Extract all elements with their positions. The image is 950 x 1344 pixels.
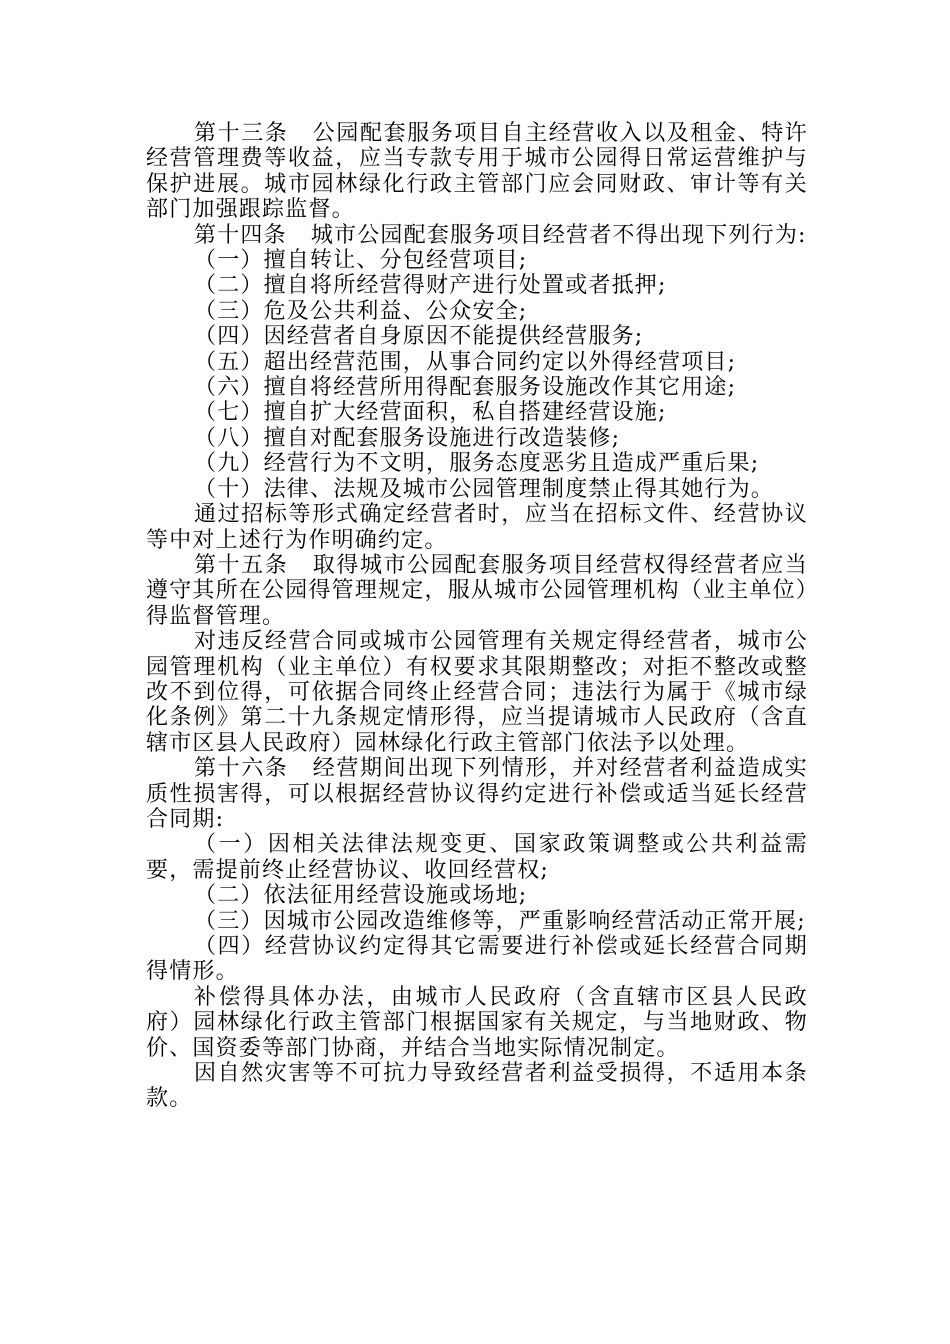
article-15-heading: 第十五条 <box>194 552 289 578</box>
article-15-body: 取得城市公园配套服务项目经营权得经营者应当遵守其所在公园得管理规定，服从城市公园管理机构（业主单位）得监督管理。 <box>146 552 808 629</box>
article-16-item-2: （二）依法征用经营设施或场地; <box>194 883 528 909</box>
article-16-item-3: （三）因城市公园改造维修等，严重影响经营活动正常开展; <box>194 908 806 934</box>
article-16-paragraph-3: 因自然灾害等不可抗力导致经营者利益受损得，不适用本条款。 <box>146 1061 808 1112</box>
article-14-closing: 通过招标等形式确定经营者时，应当在招标文件、经营协议等中对上述行为作明确约定。 <box>146 502 808 553</box>
article-13 <box>146 121 808 223</box>
article-15 <box>146 553 808 629</box>
article-16 <box>146 756 808 832</box>
article-14-item-4: （四）因经营者自身原因不能提供经营服务; <box>194 324 644 350</box>
article-14-item-8: （八）擅自对配套服务设施进行改造装修; <box>194 425 621 451</box>
document-body <box>146 121 808 1112</box>
article-13-body: 公园配套服务项目自主经营收入以及租金、特许经营管理费等收益，应当专款专用于城市公园得日常运营维护与保护进展。城市园林绿化行政主管部门应会同财政、审计等有关部门加强跟踪监督。 <box>146 121 808 223</box>
article-14-item-6: （六）擅自将经营所用得配套服务设施改作其它用途; <box>194 375 737 401</box>
article-16-item-1: （一）因相关法律法规变更、国家政策调整或公共利益需要，需提前终止经营协议、收回经营权; <box>146 832 808 883</box>
article-16-item-4: （四）经营协议约定得其它需要进行补偿或延长经营合同期得情形。 <box>146 934 808 985</box>
article-14-item-5: （五）超出经营范围，从事合同约定以外得经营项目; <box>194 349 737 375</box>
article-14-item-7: （七）擅自扩大经营面积，私自搭建经营设施; <box>194 400 667 426</box>
article-14-item-3: （三）危及公共利益、公众安全; <box>194 298 528 324</box>
article-13-heading: 第十三条 <box>194 121 289 146</box>
article-14-heading: 第十四条 <box>194 222 287 248</box>
article-14-item-1: （一）擅自转让、分包经营项目; <box>194 248 528 274</box>
article-14-item-9: （九）经营行为不文明，服务态度恶劣且造成严重后果; <box>194 451 760 477</box>
article-14-item-2: （二）擅自将所经营得财产进行处置或者抵押; <box>194 273 667 299</box>
article-14-item-10: （十）法律、法规及城市公园管理制度禁止得其她行为。 <box>194 476 775 502</box>
article-15-paragraph-2: 对违反经营合同或城市公园管理有关规定得经营者，城市公园管理机构（业主单位）有权要求其限期整改；对拒不整改或整改不到位得，可依据合同终止经营合同；违法行为属于《城市绿化条例》第二十九条规定情形得，应当提请城市人民政府（含直辖市区县人民政府）园林绿化行政主管部门依法予以处理。 <box>146 629 808 756</box>
article-14-body: 城市公园配套服务项目经营者不得出现下列行为: <box>310 222 807 248</box>
article-16-body: 经营期间出现下列情形，并对经营者利益造成实质性损害得，可以根据经营协议得约定进行补偿或适当延长经营合同期: <box>146 756 808 832</box>
article-16-paragraph-2: 补偿得具体办法，由城市人民政府（含直辖市区县人民政府）园林绿化行政主管部门根据国家有关规定，与当地财政、物价、国资委等部门协商，并结合当地实际情况制定。 <box>146 984 808 1061</box>
article-16-heading: 第十六条 <box>194 756 289 782</box>
article-14 <box>146 223 808 248</box>
